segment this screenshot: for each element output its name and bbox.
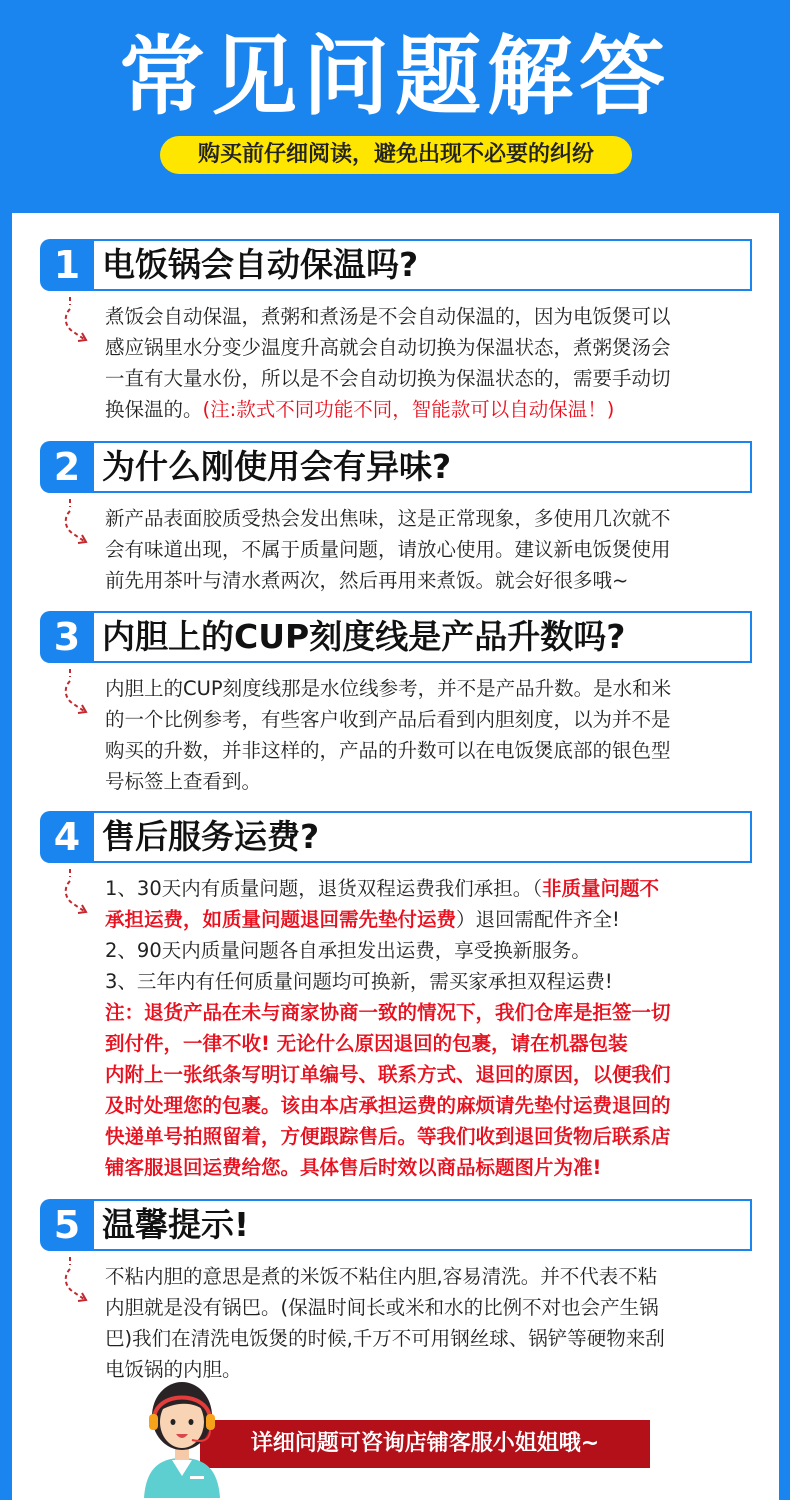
subtitle-banner: 购买前仔细阅读，避免出现不必要的纠纷 <box>160 136 632 174</box>
faq-question: 售后服务运费? <box>102 817 320 856</box>
page-header <box>0 0 790 210</box>
faq-question: 为什么刚使用会有异味? <box>102 447 452 486</box>
curved-arrow-icon <box>60 497 90 549</box>
customer-service-agent-icon <box>140 1372 224 1498</box>
faq-question-header <box>40 239 762 291</box>
faq-question-header <box>40 1199 762 1251</box>
faq-answer: 内胆上的CUP刻度线那是水位线参考，并不是产品升数。是水和米 的一个比例参考，有些客户收到产品后看到内胆刻度，以为并不是 购买的升数，并非这样的，产品的升数可以在电饭煲底部的银色型 号标签上查看到。 <box>105 677 672 793</box>
curved-arrow-icon <box>60 1255 90 1307</box>
faq-note: (注:款式不同功能不同，智能款可以自动保温！) <box>202 398 615 421</box>
contact-service-banner[interactable]: 详细问题可咨询店铺客服小姐姐哦~ <box>200 1420 650 1468</box>
curved-arrow-icon <box>60 867 90 919</box>
faq-question: 电饭锅会自动保温吗? <box>102 245 419 284</box>
faq-note: 注：退货产品在未与商家协商一致的情况下，我们仓库是拒签一切 <box>105 1001 671 1024</box>
faq-answer: 煮饭会自动保温，煮粥和煮汤是不会自动保温的，因为电饭煲可以 感应锅里水分变少温度升高就会自动切换为保温状态，煮粥煲汤会 一直有大量水份，所以是不会自动切换为保温状态的，需要手动切 换保温的。(注:款式不同功能不同，智能款可以自动保温！) <box>105 305 671 421</box>
faq-number-badge: 2 <box>40 441 94 493</box>
curved-arrow-icon <box>60 295 90 347</box>
faq-question-header <box>40 611 762 663</box>
faq-number-badge: 4 <box>40 811 94 863</box>
faq-answer: 1、30天内有质量问题，退货双程运费我们承担。（非质量问题不 承担运费，如质量问题退回需先垫付运费）退回需配件齐全! 2、90天内质量问题各自承担发出运费，享受换新服务。 3、三年内有任何质量问题均可换新，需买家承担双程运费! 注：退货产品在未与商家协商一致的情况下，我们仓库是拒签一切 到付件，一律不收! 无论什么原因退回的包裹，请在机器包装 内附上一张纸条写明订单编号、联系方式、退回的原因，以便我们 及时处理您的包裹。该由本店承担运费的麻烦请先垫付运费退回的 快递单号拍照留着，方便跟踪售后。等我们收到退回货物后联系店 铺客服退回运费给您。具体售后时效以商品标题图片为准! <box>105 873 765 1183</box>
faq-number-badge: 5 <box>40 1199 94 1251</box>
faq-question-header <box>40 441 762 493</box>
faq-number-badge: 1 <box>40 239 94 291</box>
faq-answer: 新产品表面胶质受热会发出焦味，这是正常现象，多使用几次就不 会有味道出现，不属于质量问题，请放心使用。建议新电饭煲使用 前先用茶叶与清水煮两次，然后再用来煮饭。就会好很多哦~ <box>105 507 671 592</box>
faq-number-badge: 3 <box>40 611 94 663</box>
faq-answer: 不粘内胆的意思是煮的米饭不粘住内胆,容易清洗。并不代表不粘 内胆就是没有锅巴。(保温时间长或米和水的比例不对也会产生锅 巴)我们在清洗电饭煲的时候,千万不可用钢丝球、锅铲等硬物来刮 电饭锅的内胆。 <box>105 1265 665 1381</box>
faq-panel <box>12 213 779 1500</box>
faq-question: 温馨提示! <box>102 1205 250 1244</box>
faq-question-header <box>40 811 762 863</box>
faq-question: 内胆上的CUP刻度线是产品升数吗? <box>102 617 626 656</box>
curved-arrow-icon <box>60 667 90 719</box>
page-title: 常见问题解答 <box>119 27 671 127</box>
